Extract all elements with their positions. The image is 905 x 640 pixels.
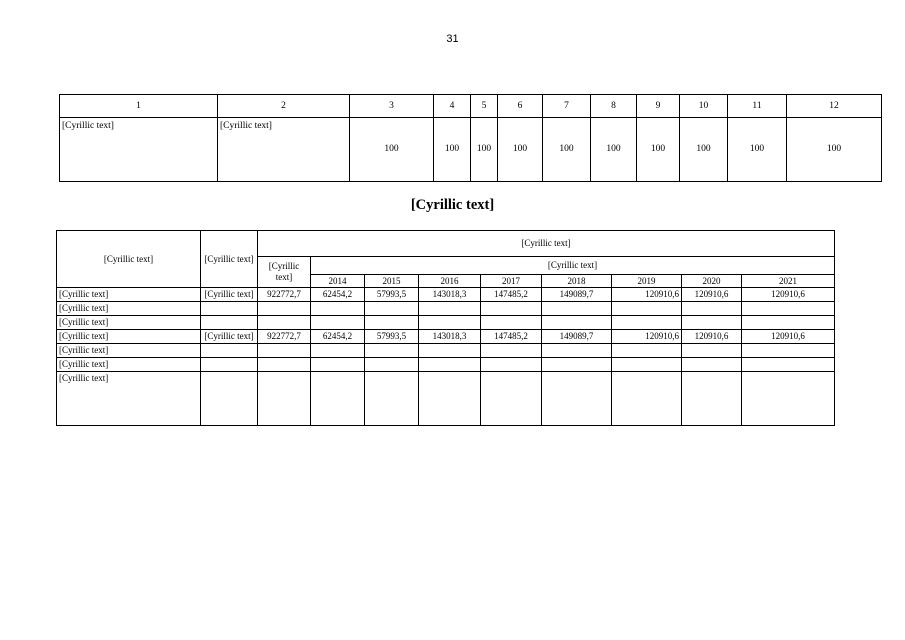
year-cell bbox=[682, 302, 742, 316]
year-cell: 120910,6 bbox=[742, 288, 835, 302]
year-cell: 62454,2 bbox=[311, 288, 365, 302]
year-cell bbox=[612, 358, 682, 372]
indicators-table bbox=[59, 94, 882, 182]
year-cell: 62454,2 bbox=[311, 330, 365, 344]
year-cell bbox=[481, 358, 542, 372]
header-year: 2021 bbox=[742, 275, 835, 288]
resources-table bbox=[56, 230, 835, 426]
year-cell bbox=[365, 358, 419, 372]
header-year: 2020 bbox=[682, 275, 742, 288]
table-row bbox=[57, 358, 835, 372]
year-cell bbox=[742, 344, 835, 358]
resource-name: [Cyrillic text] bbox=[57, 302, 201, 316]
total-cell bbox=[258, 302, 311, 316]
year-cell: 57993,5 bbox=[365, 288, 419, 302]
year-cell: 120910,6 bbox=[612, 330, 682, 344]
resource-name: [Cyrillic text] bbox=[57, 358, 201, 372]
year-cell bbox=[311, 344, 365, 358]
unit-cell: [Cyrillic text] bbox=[201, 330, 258, 344]
year-cell bbox=[311, 372, 365, 426]
column-number: 6 bbox=[498, 95, 543, 118]
value-cell: 100 bbox=[637, 118, 680, 182]
unit-cell bbox=[201, 302, 258, 316]
year-cell bbox=[682, 316, 742, 330]
column-number: 3 bbox=[350, 95, 434, 118]
year-cell bbox=[542, 358, 612, 372]
year-cell bbox=[311, 358, 365, 372]
header-year: 2014 bbox=[311, 275, 365, 288]
year-cell: 120910,6 bbox=[682, 330, 742, 344]
year-cell bbox=[419, 344, 481, 358]
unit-cell bbox=[201, 344, 258, 358]
resource-name: [Cyrillic text] bbox=[57, 316, 201, 330]
table-row bbox=[57, 344, 835, 358]
total-cell bbox=[258, 372, 311, 426]
year-cell: 57993,5 bbox=[365, 330, 419, 344]
indicator-cell: [Cyrillic text] bbox=[218, 118, 350, 182]
year-cell bbox=[419, 316, 481, 330]
year-cell: 147485,2 bbox=[481, 288, 542, 302]
year-cell bbox=[612, 344, 682, 358]
year-cell bbox=[311, 302, 365, 316]
year-cell: 143018,3 bbox=[419, 288, 481, 302]
year-cell: 120910,6 bbox=[742, 330, 835, 344]
year-cell bbox=[742, 372, 835, 426]
year-cell bbox=[612, 372, 682, 426]
total-cell: 922772,7 bbox=[258, 330, 311, 344]
year-cell bbox=[365, 372, 419, 426]
header-total: [Cyrillic text] bbox=[258, 257, 311, 288]
year-cell bbox=[612, 302, 682, 316]
value-cell: 100 bbox=[728, 118, 787, 182]
value-cell: 100 bbox=[543, 118, 591, 182]
header-year: 2018 bbox=[542, 275, 612, 288]
value-cell: 100 bbox=[498, 118, 543, 182]
year-cell: 120910,6 bbox=[612, 288, 682, 302]
year-cell bbox=[311, 316, 365, 330]
column-number: 12 bbox=[787, 95, 882, 118]
total-cell bbox=[258, 344, 311, 358]
year-cell bbox=[742, 302, 835, 316]
year-cell bbox=[365, 302, 419, 316]
year-cell bbox=[542, 316, 612, 330]
year-cell: 143018,3 bbox=[419, 330, 481, 344]
year-cell: 149089,7 bbox=[542, 330, 612, 344]
year-cell bbox=[481, 372, 542, 426]
value-cell: 100 bbox=[591, 118, 637, 182]
year-cell bbox=[542, 344, 612, 358]
value-cell: 100 bbox=[787, 118, 882, 182]
year-cell bbox=[542, 302, 612, 316]
year-cell bbox=[682, 344, 742, 358]
header-year: 2016 bbox=[419, 275, 481, 288]
section-title: [Cyrillic text] bbox=[410, 197, 495, 213]
header-by-years: [Cyrillic text] bbox=[311, 257, 835, 275]
year-cell: 120910,6 bbox=[682, 288, 742, 302]
year-cell bbox=[365, 344, 419, 358]
year-cell bbox=[481, 316, 542, 330]
column-number: 4 bbox=[434, 95, 471, 118]
header-year: 2015 bbox=[365, 275, 419, 288]
column-number: 7 bbox=[543, 95, 591, 118]
value-cell: 100 bbox=[680, 118, 728, 182]
column-number: 2 bbox=[218, 95, 350, 118]
year-cell bbox=[365, 316, 419, 330]
value-cell: 100 bbox=[350, 118, 434, 182]
table-row bbox=[60, 118, 882, 182]
year-cell bbox=[682, 372, 742, 426]
column-number: 11 bbox=[728, 95, 787, 118]
table-row bbox=[57, 302, 835, 316]
value-cell: 100 bbox=[471, 118, 498, 182]
year-cell: 149089,7 bbox=[542, 288, 612, 302]
year-cell bbox=[481, 302, 542, 316]
table-row bbox=[57, 316, 835, 330]
value-cell: 100 bbox=[434, 118, 471, 182]
year-cell bbox=[481, 344, 542, 358]
column-number: 1 bbox=[60, 95, 218, 118]
header-year: 2019 bbox=[612, 275, 682, 288]
year-cell bbox=[612, 316, 682, 330]
table-row bbox=[57, 330, 835, 344]
table-row bbox=[57, 288, 835, 302]
resource-name: [Cyrillic text] bbox=[57, 330, 201, 344]
header-resource-name: [Cyrillic text] bbox=[57, 231, 201, 288]
year-cell bbox=[419, 358, 481, 372]
table-header-row bbox=[60, 95, 882, 118]
header-year: 2017 bbox=[481, 275, 542, 288]
year-cell bbox=[682, 358, 742, 372]
table-row bbox=[57, 372, 835, 426]
resource-name: [Cyrillic text] bbox=[57, 344, 201, 358]
unit-cell bbox=[201, 358, 258, 372]
year-cell: 147485,2 bbox=[481, 330, 542, 344]
resource-name: [Cyrillic text] bbox=[57, 372, 201, 426]
header-need: [Cyrillic text] bbox=[258, 231, 835, 257]
total-cell bbox=[258, 316, 311, 330]
task-cell: [Cyrillic text] bbox=[60, 118, 218, 182]
total-cell bbox=[258, 358, 311, 372]
year-cell bbox=[419, 372, 481, 426]
column-number: 9 bbox=[637, 95, 680, 118]
year-cell bbox=[542, 372, 612, 426]
table-header-row bbox=[57, 231, 835, 257]
year-cell bbox=[742, 316, 835, 330]
resource-name: [Cyrillic text] bbox=[57, 288, 201, 302]
year-cell bbox=[419, 302, 481, 316]
page-number: 31 bbox=[446, 33, 459, 45]
unit-cell bbox=[201, 372, 258, 426]
year-cell bbox=[742, 358, 835, 372]
unit-cell: [Cyrillic text] bbox=[201, 288, 258, 302]
header-unit: [Cyrillic text] bbox=[201, 231, 258, 288]
column-number: 5 bbox=[471, 95, 498, 118]
column-number: 8 bbox=[591, 95, 637, 118]
column-number: 10 bbox=[680, 95, 728, 118]
unit-cell bbox=[201, 316, 258, 330]
total-cell: 922772,7 bbox=[258, 288, 311, 302]
